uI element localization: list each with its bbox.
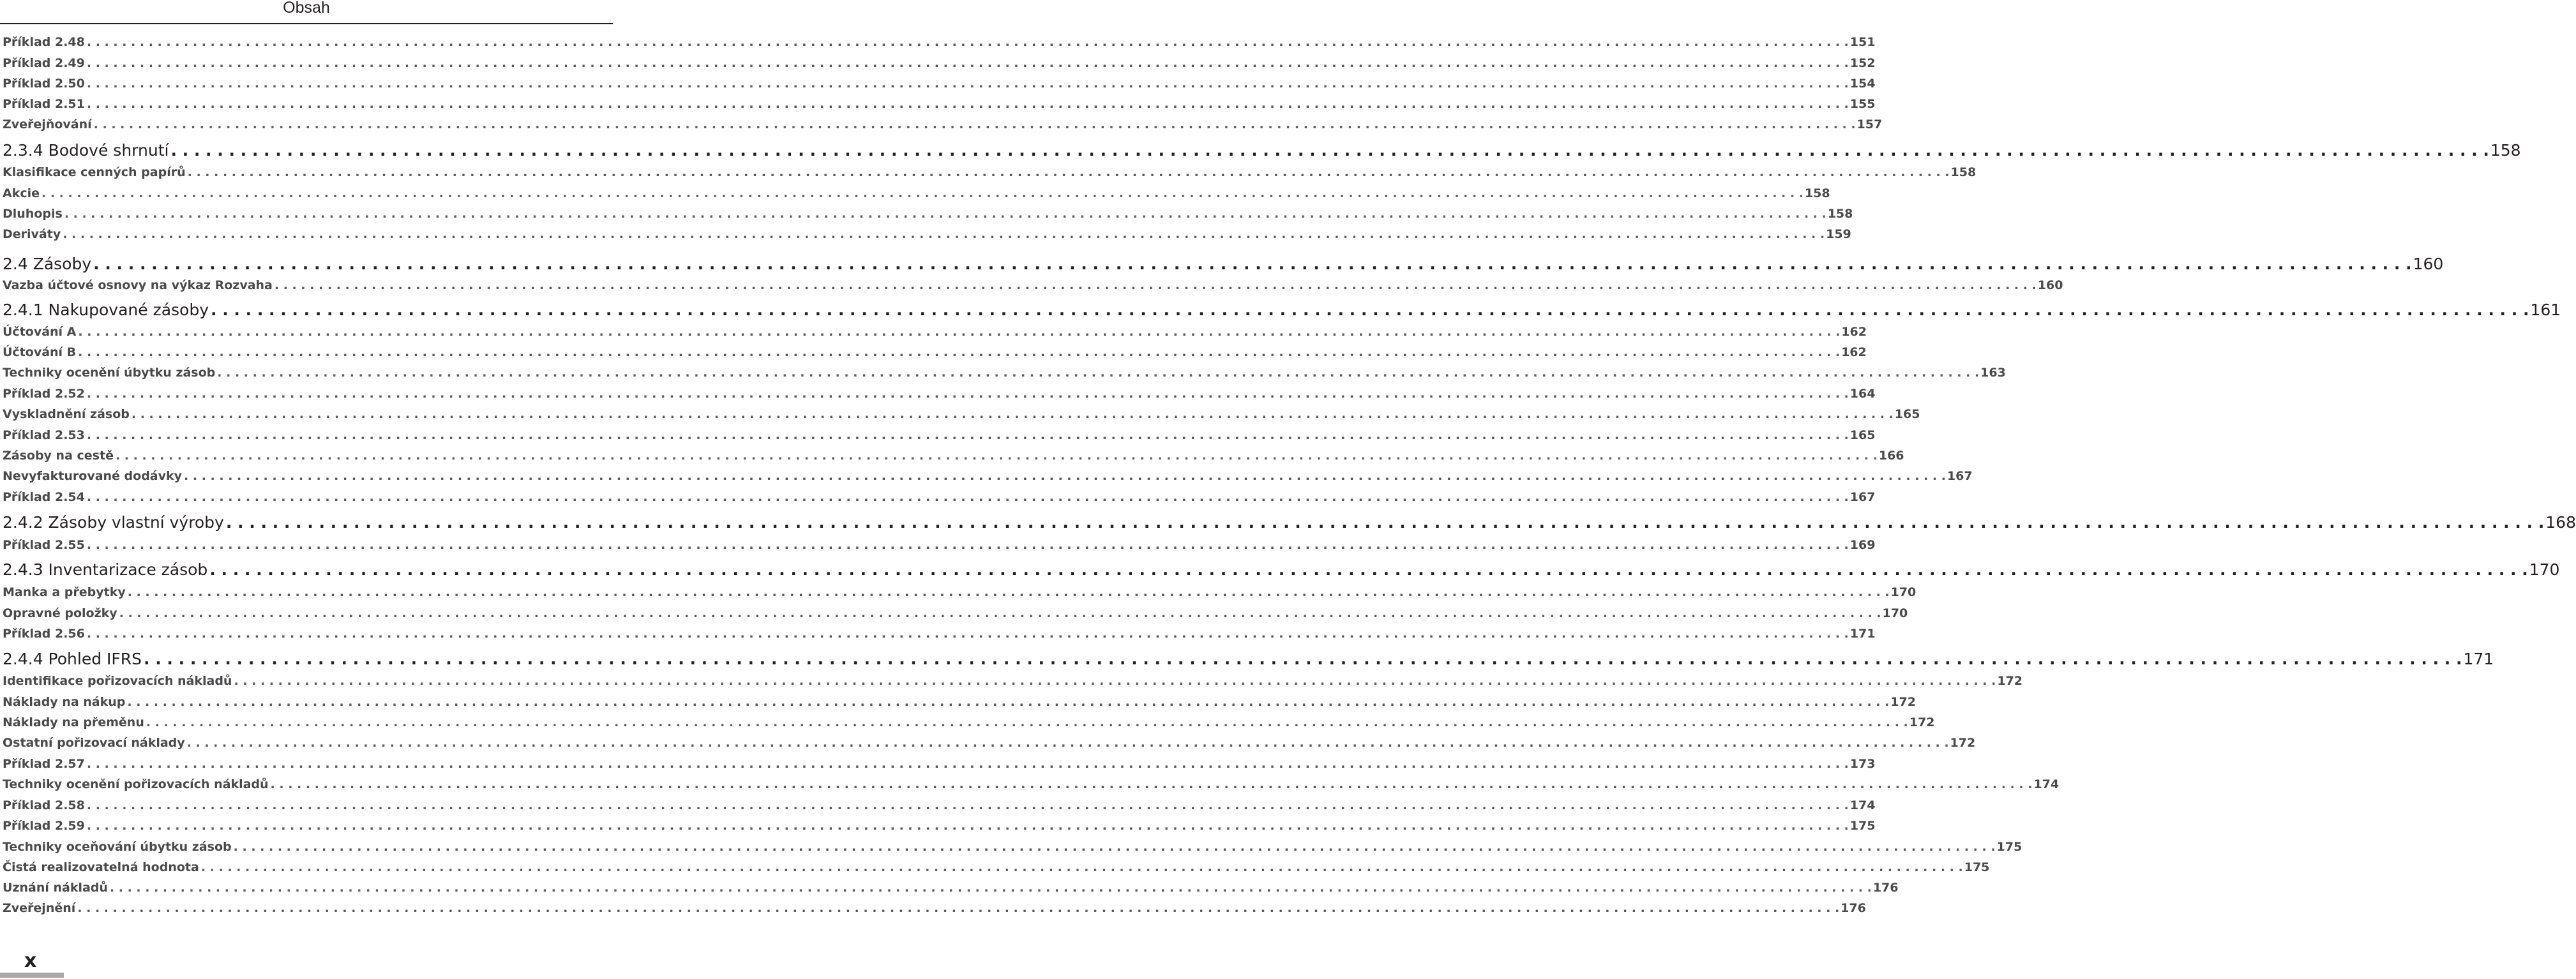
dot-leader: . . . . . . . . . . . . . . . . . . . . . . . . . . . . . . . . . . . . . . . . . . . . . . . . . . . . . . . . . . . . . . . . . . . . . . . . . . . . . . . . . . . . . . . . . . . . . . . . . . . . . . . . . . . . . . . . . . . . . . . . . . . . . . . . . . . . . . . . . . . . . . . . . . . . . . . . . . . . . . . . . . . . . . . . . . . . . . . . . . . . . . . . . . . . . . . . . . . . . . . .	[93, 255, 2412, 273]
dot-leader: . . . . . . . . . . . . . . . . . . . . . . . . . . . . . . . . . . . . . . . . . . . . . . . . . . . . . . . . . . . . . . . . . . . . . . . . . . . . . . . . . . . . . . . . . . . . . . . . . . . . . . . . . . . . . . . . . . . . . . . . . . . . . . . . . . . . . . . . . . . . . . . . . . . . . . . . . . . . . . . . . . . . . . . . . . . . . . . . . . . . . . . . . . . . . . . . . . . . . . . .	[86, 798, 1849, 812]
dot-leader: . . . . . . . . . . . . . . . . . . . . . . . . . . . . . . . . . . . . . . . . . . . . . . . . . . . . . . . . . . . . . . . . . . . . . . . . . . . . . . . . . . . . . . . . . . . . . . . . . . . . . . . . . . . . . . . . . . . . . . . . . . . . . . . . . . . . . . . . . . . . . . . . . . . . . . . . . . . . . . . . . . . . . . . . . . . . . . . . . . . . . . . . . . . . . . . . . . . . . . . .	[86, 387, 1849, 401]
dot-leader: . . . . . . . . . . . . . . . . . . . . . . . . . . . . . . . . . . . . . . . . . . . . . . . . . . . . . . . . . . . . . . . . . . . . . . . . . . . . . . . . . . . . . . . . . . . . . . . . . . . . . . . . . . . . . . . . . . . . . . . . . . . . . . . . . . . . . . . . . . . . . . . . . . . . . . . . . . . . . . . . . . . . . . . . . . . . . . . . . . . . . . . . . . . . . . . . . . . . . . . .	[86, 538, 1849, 552]
toc-entry-title: Náklady na nákup	[3, 695, 126, 709]
toc-entry-title: 2.4.2 Zásoby vlastní výroby	[3, 513, 224, 532]
toc-entry-title: Příklad 2.54	[3, 490, 85, 504]
toc-entry[interactable]	[3, 117, 1883, 134]
toc-entry-title: Příklad 2.53	[3, 428, 85, 442]
toc-entry-page: 157	[1857, 117, 1883, 131]
dot-leader: . . . . . . . . . . . . . . . . . . . . . . . . . . . . . . . . . . . . . . . . . . . . . . . . . . . . . . . . . . . . . . . . . . . . . . . . . . . . . . . . . . . . . . . . . . . . . . . . . . . . . . . . . . . . . . . . . . . . . . . . . . . . . . . . . . . . . . . . . . . . . . . . . . . . . . . . . . . . . . . . . . . . . . . . . . . . . . . . . . . . . . . . . . . . . . . . . . . . . . . .	[86, 428, 1849, 442]
dot-leader: . . . . . . . . . . . . . . . . . . . . . . . . . . . . . . . . . . . . . . . . . . . . . . . . . . . . . . . . . . . . . . . . . . . . . . . . . . . . . . . . . . . . . . . . . . . . . . . . . . . . . . . . . . . . . . . . . . . . . . . . . . . . . . . . . . . . . . . . . . . . . . . . . . . . . . . . . . . . . . . . . . . . . . . . . . . . . . . . . . . . . . . . . . . . . . . . . . . . . . . .	[78, 345, 1841, 359]
dot-leader: . . . . . . . . . . . . . . . . . . . . . . . . . . . . . . . . . . . . . . . . . . . . . . . . . . . . . . . . . . . . . . . . . . . . . . . . . . . . . . . . . . . . . . . . . . . . . . . . . . . . . . . . . . . . . . . . . . . . . . . . . . . . . . . . . . . . . . . . . . . . . . . . . . . . . . . . . . . . . . . . . . . . . . . . . . . . . . . . . . . . . . . . . . . . . . . . . . . . . . . .	[41, 186, 1804, 200]
toc-entry-page: 175	[1996, 840, 2022, 854]
toc-entry[interactable]	[3, 674, 2023, 691]
toc-entry-title: Příklad 2.55	[3, 538, 85, 552]
toc-entry-page: 170	[1890, 585, 1917, 599]
dot-leader: . . . . . . . . . . . . . . . . . . . . . . . . . . . . . . . . . . . . . . . . . . . . . . . . . . . . . . . . . . . . . . . . . . . . . . . . . . . . . . . . . . . . . . . . . . . . . . . . . . . . . . . . . . . . . . . . . . . . . . . . . . . . . . . . . . . . . . . . . . . . . . . . . . . . . . . . . . . . . . . . . . . . . . . . . . . . . . . . . . . . . . . . . . . . . . . . . . . . . . . .	[274, 278, 2037, 292]
toc-section-entry[interactable]	[3, 301, 2561, 322]
dot-leader: . . . . . . . . . . . . . . . . . . . . . . . . . . . . . . . . . . . . . . . . . . . . . . . . . . . . . . . . . . . . . . . . . . . . . . . . . . . . . . . . . . . . . . . . . . . . . . . . . . . . . . . . . . . . . . . . . . . . . . . . . . . . . . . . . . . . . . . . . . . . . . . . . . . . . . . . . . . . . . . . . . . . . . . . . . . . . . . . . . . . . . . . . . . . . . . . . . . . . . . .	[146, 715, 1908, 729]
dot-leader: . . . . . . . . . . . . . . . . . . . . . . . . . . . . . . . . . . . . . . . . . . . . . . . . . . . . . . . . . . . . . . . . . . . . . . . . . . . . . . . . . . . . . . . . . . . . . . . . . . . . . . . . . . . . . . . . . . . . . . . . . . . . . . . . . . . . . . . . . . . . . . . . . . . . . . . . . . . . . . . . . . . . . . . . . . . . . . . . . . . . . . . . . . . . . . . . . . . . . . . .	[187, 165, 1950, 179]
toc-entry-page: 161	[2530, 301, 2561, 319]
toc-entry-page: 162	[1841, 345, 1867, 359]
running-header-title: Obsah	[283, 0, 330, 17]
toc-entry[interactable]	[3, 881, 1899, 897]
toc-entry[interactable]	[3, 901, 1866, 918]
toc-entry-title: Zásoby na cestě	[3, 449, 114, 463]
toc-entry[interactable]	[3, 777, 2060, 794]
dot-leader: . . . . . . . . . . . . . . . . . . . . . . . . . . . . . . . . . . . . . . . . . . . . . . . . . . . . . . . . . . . . . . . . . . . . . . . . . . . . . . . . . . . . . . . . . . . . . . . . . . . . . . . . . . . . . . . . . . . . . . . . . . . . . . . . . . . . . . . . . . . . . . . . . . . . . . . . . . . . . . . . . . . . . . . . . . . . . . . . . . . . . . . . . . . . . . . . . . . . . . . .	[78, 325, 1841, 339]
toc-entry-title: Dluhopis	[3, 207, 63, 221]
dot-leader: . . . . . . . . . . . . . . . . . . . . . . . . . . . . . . . . . . . . . . . . . . . . . . . . . . . . . . . . . . . . . . . . . . . . . . . . . . . . . . . . . . . . . . . . . . . . . . . . . . . . . . . . . . . . . . . . . . . . . . . . . . . . . . . . . . . . . . . . . . . . . . . . . . . . . . . . . . . . . . . . . . . . . . . . . . . . . . . . . . . . . . . . . . . . . . . . . . . . . . . .	[217, 366, 1980, 380]
dot-leader: . . . . . . . . . . . . . . . . . . . . . . . . . . . . . . . . . . . . . . . . . . . . . . . . . . . . . . . . . . . . . . . . . . . . . . . . . . . . . . . . . . . . . . . . . . . . . . . . . . . . . . . . . . . . . . . . . . . . . . . . . . . . . . . . . . . . . . . . . . . . . . . . . . . . . . . . . . . . . . . . . . . . . . . . . . . . . . . . . . . . . . . . . . . . . . . . . . . . . . . .	[119, 606, 1881, 620]
toc-entry-title: 2.4.4 Pohled IFRS	[3, 650, 142, 668]
toc-entry-page: 172	[1950, 736, 1976, 750]
toc-entry-title: Identifikace pořizovacích nákladů	[3, 674, 232, 688]
dot-leader: . . . . . . . . . . . . . . . . . . . . . . . . . . . . . . . . . . . . . . . . . . . . . . . . . . . . . . . . . . . . . . . . . . . . . . . . . . . . . . . . . . . . . . . . . . . . . . . . . . . . . . . . . . . . . . . . . . . . . . . . . . . . . . . . . . . . . . . . . . . . . . . . . . . . . . . . . . . . . . . . . . . . . . . . . . . . . . . . . . . . . . . . . . . . . . . . . . . . . . . .	[109, 881, 1872, 895]
toc-entry-title: Klasifikace cenných papírů	[3, 165, 186, 179]
toc-entry-page: 159	[1826, 227, 1851, 241]
dot-leader: . . . . . . . . . . . . . . . . . . . . . . . . . . . . . . . . . . . . . . . . . . . . . . . . . . . . . . . . . . . . . . . . . . . . . . . . . . . . . . . . . . . . . . . . . . . . . . . . . . . . . . . . . . . . . . . . . . . . . . . . . . . . . . . . . . . . . . . . . . . . . . . . . . . . . . . . . . . . . . . . . . . . . . . . . . . . . . . . . . . . . . . . . . . . . . . . . . . . . . . .	[234, 674, 1996, 688]
toc-entry-page: 152	[1849, 56, 1876, 70]
toc-entry-title: Čistá realizovatelná hodnota	[3, 860, 199, 874]
toc-entry[interactable]	[3, 490, 1876, 507]
toc-entry-page: 155	[1849, 97, 1876, 111]
dot-leader: . . . . . . . . . . . . . . . . . . . . . . . . . . . . . . . . . . . . . . . . . . . . . . . . . . . . . . . . . . . . . . . . . . . . . . . . . . . . . . . . . . . . . . . . . . . . . . . . . . . . . . . . . . . . . . . . . . . . . . . . . . . . . . . . . . . . . . . . . . . . . . . . . . . . . . . . . . . . . . . . . . . . . . . . . . . . . . . . . . . . . . . . . . . . . . . . . . . . . . . .	[170, 141, 2489, 160]
toc-entry[interactable]	[3, 695, 1916, 712]
toc-entry-page: 172	[1909, 715, 1935, 729]
dot-leader: . . . . . . . . . . . . . . . . . . . . . . . . . . . . . . . . . . . . . . . . . . . . . . . . . . . . . . . . . . . . . . . . . . . . . . . . . . . . . . . . . . . . . . . . . . . . . . . . . . . . . . . . . . . . . . . . . . . . . . . . . . . . . . . . . . . . . . . . . . . . . . . . . . . . . . . . . . . . . . . . . . . . . . . . . . . . . . . . . . . . . . . . . . . . . . . . . . . . . . . .	[86, 77, 1849, 91]
toc-entry[interactable]	[3, 35, 1876, 52]
dot-leader: . . . . . . . . . . . . . . . . . . . . . . . . . . . . . . . . . . . . . . . . . . . . . . . . . . . . . . . . . . . . . . . . . . . . . . . . . . . . . . . . . . . . . . . . . . . . . . . . . . . . . . . . . . . . . . . . . . . . . . . . . . . . . . . . . . . . . . . . . . . . . . . . . . . . . . . . . . . . . . . . . . . . . . . . . . . . . . . . . . . . . . . . . . . . . . . . . . . . . . . .	[63, 227, 1825, 241]
dot-leader: . . . . . . . . . . . . . . . . . . . . . . . . . . . . . . . . . . . . . . . . . . . . . . . . . . . . . . . . . . . . . . . . . . . . . . . . . . . . . . . . . . . . . . . . . . . . . . . . . . . . . . . . . . . . . . . . . . . . . . . . . . . . . . . . . . . . . . . . . . . . . . . . . . . . . . . . . . . . . . . . . . . . . . . . . . . . . . . . . . . . . . . . . . . . . . . . . . . . . . . .	[86, 490, 1849, 504]
toc-entry-title: 2.4.1 Nakupované zásoby	[3, 301, 209, 319]
toc-entry[interactable]	[3, 819, 1876, 835]
toc-entry[interactable]	[3, 186, 1830, 203]
toc-entry-page: 169	[1849, 538, 1876, 552]
toc-entry-page: 176	[1841, 901, 1866, 915]
toc-entry-title: Příklad 2.50	[3, 77, 85, 91]
toc-entry-title: Zveřejnění	[3, 901, 76, 915]
toc-entry[interactable]	[3, 227, 1851, 244]
toc-entry-title: Příklad 2.58	[3, 798, 85, 812]
toc-entry-title: Nevyfakturované dodávky	[3, 469, 183, 483]
toc-entry-page: 154	[1849, 77, 1876, 91]
toc-entry-title: Příklad 2.51	[3, 97, 85, 111]
toc-entry-title: Techniky ocenění pořizovacích nákladů	[3, 777, 269, 791]
toc-entry-page: 167	[1947, 469, 1973, 483]
toc-entry-title: Příklad 2.52	[3, 387, 85, 401]
toc-entry-page: 171	[2463, 650, 2494, 668]
toc-entry-page: 164	[1849, 387, 1876, 401]
toc-entry[interactable]	[3, 278, 2063, 295]
toc-entry-page: 158	[1827, 207, 1853, 221]
toc-entry[interactable]	[3, 345, 1867, 362]
dot-leader: . . . . . . . . . . . . . . . . . . . . . . . . . . . . . . . . . . . . . . . . . . . . . . . . . . . . . . . . . . . . . . . . . . . . . . . . . . . . . . . . . . . . . . . . . . . . . . . . . . . . . . . . . . . . . . . . . . . . . . . . . . . . . . . . . . . . . . . . . . . . . . . . . . . . . . . . . . . . . . . . . . . . . . . . . . . . . . . . . . . . . . . . . . . . . . . . . . . . . . . .	[86, 627, 1849, 641]
toc-entry[interactable]	[3, 585, 1917, 602]
dot-leader: . . . . . . . . . . . . . . . . . . . . . . . . . . . . . . . . . . . . . . . . . . . . . . . . . . . . . . . . . . . . . . . . . . . . . . . . . . . . . . . . . . . . . . . . . . . . . . . . . . . . . . . . . . . . . . . . . . . . . . . . . . . . . . . . . . . . . . . . . . . . . . . . . . . . . . . . . . . . . . . . . . . . . . . . . . . . . . . . . . . . . . . . . . . . . . . . . . . . . . . .	[127, 585, 1890, 599]
toc-entry-page: 165	[1894, 407, 1920, 421]
toc-entry-page: 167	[1849, 490, 1876, 504]
dot-leader: . . . . . . . . . . . . . . . . . . . . . . . . . . . . . . . . . . . . . . . . . . . . . . . . . . . . . . . . . . . . . . . . . . . . . . . . . . . . . . . . . . . . . . . . . . . . . . . . . . . . . . . . . . . . . . . . . . . . . . . . . . . . . . . . . . . . . . . . . . . . . . . . . . . . . . . . . . . . . . . . . . . . . . . . . . . . . . . . . . . . . . . . . . . . . . . . . . . . . . . .	[93, 117, 1856, 131]
toc-entry-page: 158	[2490, 141, 2521, 160]
toc-entry-page: 173	[1849, 757, 1876, 771]
toc-entry-title: Vazba účtové osnovy na výkaz Rozvaha	[3, 278, 273, 292]
toc-entry-title: Příklad 2.48	[3, 35, 85, 49]
toc-entry-page: 171	[1849, 627, 1876, 641]
dot-leader: . . . . . . . . . . . . . . . . . . . . . . . . . . . . . . . . . . . . . . . . . . . . . . . . . . . . . . . . . . . . . . . . . . . . . . . . . . . . . . . . . . . . . . . . . . . . . . . . . . . . . . . . . . . . . . . . . . . . . . . . . . . . . . . . . . . . . . . . . . . . . . . . . . . . . . . . . . . . . . . . . . . . . . . . . . . . . . . . . . . . . . . . . . . . . . . . . . . . . . . .	[86, 819, 1849, 833]
toc-entry[interactable]	[3, 469, 1973, 486]
toc-entry-title: Příklad 2.57	[3, 757, 85, 771]
toc-entry[interactable]	[3, 736, 1976, 752]
toc-entry-title: Uznání nákladů	[3, 881, 108, 895]
toc-entry-page: 160	[2413, 255, 2444, 273]
toc-entry-title: Příklad 2.49	[3, 56, 85, 70]
toc-entry-page: 175	[1849, 819, 1876, 833]
toc-entry[interactable]	[3, 77, 1876, 93]
dot-leader: . . . . . . . . . . . . . . . . . . . . . . . . . . . . . . . . . . . . . . . . . . . . . . . . . . . . . . . . . . . . . . . . . . . . . . . . . . . . . . . . . . . . . . . . . . . . . . . . . . . . . . . . . . . . . . . . . . . . . . . . . . . . . . . . . . . . . . . . . . . . . . . . . . . . . . . . . . . . . . . . . . . . . . . . . . . . . . . . . . . . . . . . . . . . . . . . . . . . . . . .	[127, 695, 1890, 709]
toc-entry[interactable]	[3, 840, 2022, 856]
toc-entry-title: Techniky ocenění úbytku zásob	[3, 366, 216, 380]
toc-entry[interactable]	[3, 56, 1876, 73]
dot-leader: . . . . . . . . . . . . . . . . . . . . . . . . . . . . . . . . . . . . . . . . . . . . . . . . . . . . . . . . . . . . . . . . . . . . . . . . . . . . . . . . . . . . . . . . . . . . . . . . . . . . . . . . . . . . . . . . . . . . . . . . . . . . . . . . . . . . . . . . . . . . . . . . . . . . . . . . . . . . . . . . . . . . . . . . . . . . . . . . . . . . . . . . . . . . . . . . . . . . . . . .	[115, 449, 1878, 463]
toc-entry-page: 172	[1890, 695, 1916, 709]
dot-leader: . . . . . . . . . . . . . . . . . . . . . . . . . . . . . . . . . . . . . . . . . . . . . . . . . . . . . . . . . . . . . . . . . . . . . . . . . . . . . . . . . . . . . . . . . . . . . . . . . . . . . . . . . . . . . . . . . . . . . . . . . . . . . . . . . . . . . . . . . . . . . . . . . . . . . . . . . . . . . . . . . . . . . . . . . . . . . . . . . . . . . . . . . . . . . . . . . . . . . . . .	[77, 901, 1840, 915]
dot-leader: . . . . . . . . . . . . . . . . . . . . . . . . . . . . . . . . . . . . . . . . . . . . . . . . . . . . . . . . . . . . . . . . . . . . . . . . . . . . . . . . . . . . . . . . . . . . . . . . . . . . . . . . . . . . . . . . . . . . . . . . . . . . . . . . . . . . . . . . . . . . . . . . . . . . . . . . . . . . . . . . . . . . . . . . . . . . . . . . . . . . . . . . . . . . . . . . . . . . . . . .	[86, 97, 1849, 111]
dot-leader: . . . . . . . . . . . . . . . . . . . . . . . . . . . . . . . . . . . . . . . . . . . . . . . . . . . . . . . . . . . . . . . . . . . . . . . . . . . . . . . . . . . . . . . . . . . . . . . . . . . . . . . . . . . . . . . . . . . . . . . . . . . . . . . . . . . . . . . . . . . . . . . . . . . . . . . . . . . . . . . . . . . . . . . . . . . . . . . . . . . . . . . . . . . . . . . . . . . . . . . .	[86, 56, 1849, 70]
dot-leader: . . . . . . . . . . . . . . . . . . . . . . . . . . . . . . . . . . . . . . . . . . . . . . . . . . . . . . . . . . . . . . . . . . . . . . . . . . . . . . . . . . . . . . . . . . . . . . . . . . . . . . . . . . . . . . . . . . . . . . . . . . . . . . . . . . . . . . . . . . . . . . . . . . . . . . . . . . . . . . . . . . . . . . . . . . . . . . . . . . . . . . . . . . . . . . . . . . . . . . . .	[200, 860, 1963, 874]
toc-entry-title: 2.4 Zásoby	[3, 255, 92, 273]
header-rule	[0, 23, 613, 24]
toc-entry[interactable]	[3, 97, 1876, 114]
toc-entry[interactable]	[3, 860, 1990, 877]
toc-entry-page: 163	[1980, 366, 2006, 380]
dot-leader: . . . . . . . . . . . . . . . . . . . . . . . . . . . . . . . . . . . . . . . . . . . . . . . . . . . . . . . . . . . . . . . . . . . . . . . . . . . . . . . . . . . . . . . . . . . . . . . . . . . . . . . . . . . . . . . . . . . . . . . . . . . . . . . . . . . . . . . . . . . . . . . . . . . . . . . . . . . . . . . . . . . . . . . . . . . . . . . . . . . . . . . . . . . . . . . . . . . . . . . .	[184, 469, 1946, 483]
toc-entry-title: Deriváty	[3, 227, 61, 241]
toc-entry-title: Techniky oceňování úbytku zásob	[3, 840, 232, 854]
toc-entry-title: Příklad 2.59	[3, 819, 85, 833]
toc-entry-page: 166	[1878, 449, 1904, 463]
toc-entry[interactable]	[3, 207, 1853, 223]
dot-leader: . . . . . . . . . . . . . . . . . . . . . . . . . . . . . . . . . . . . . . . . . . . . . . . . . . . . . . . . . . . . . . . . . . . . . . . . . . . . . . . . . . . . . . . . . . . . . . . . . . . . . . . . . . . . . . . . . . . . . . . . . . . . . . . . . . . . . . . . . . . . . . . . . . . . . . . . . . . . . . . . . . . . . . . . . . . . . . . . . . . . . . . . . . . . . . . . . . . . . . . .	[209, 560, 2528, 579]
toc-entry[interactable]	[3, 366, 2006, 382]
toc-entry-page: 158	[1950, 165, 1977, 179]
toc-entry-page: 174	[2033, 777, 2060, 791]
toc-entry-page: 174	[1849, 798, 1876, 812]
toc-entry-title: Účtování B	[3, 345, 77, 359]
toc-entry-title: 2.4.3 Inventarizace zásob	[3, 560, 208, 579]
dot-leader: . . . . . . . . . . . . . . . . . . . . . . . . . . . . . . . . . . . . . . . . . . . . . . . . . . . . . . . . . . . . . . . . . . . . . . . . . . . . . . . . . . . . . . . . . . . . . . . . . . . . . . . . . . . . . . . . . . . . . . . . . . . . . . . . . . . . . . . . . . . . . . . . . . . . . . . . . . . . . . . . . . . . . . . . . . . . . . . . . . . . . . . . . . . . . . . . . . . . . . . .	[144, 650, 2462, 668]
toc-entry-page: 160	[2037, 278, 2063, 292]
toc-entry-title: Manka a přebytky	[3, 585, 126, 599]
toc-entry-page: 162	[1841, 325, 1867, 339]
toc-entry-page: 165	[1849, 428, 1876, 442]
toc-entry[interactable]	[3, 538, 1876, 555]
toc-entry[interactable]	[3, 627, 1876, 643]
toc-entry[interactable]	[3, 325, 1867, 341]
dot-leader: . . . . . . . . . . . . . . . . . . . . . . . . . . . . . . . . . . . . . . . . . . . . . . . . . . . . . . . . . . . . . . . . . . . . . . . . . . . . . . . . . . . . . . . . . . . . . . . . . . . . . . . . . . . . . . . . . . . . . . . . . . . . . . . . . . . . . . . . . . . . . . . . . . . . . . . . . . . . . . . . . . . . . . . . . . . . . . . . . . . . . . . . . . . . . . . . . . . . . . . .	[86, 35, 1849, 49]
dot-leader: . . . . . . . . . . . . . . . . . . . . . . . . . . . . . . . . . . . . . . . . . . . . . . . . . . . . . . . . . . . . . . . . . . . . . . . . . . . . . . . . . . . . . . . . . . . . . . . . . . . . . . . . . . . . . . . . . . . . . . . . . . . . . . . . . . . . . . . . . . . . . . . . . . . . . . . . . . . . . . . . . . . . . . . . . . . . . . . . . . . . . . . . . . . . . . . . . . . . . . . .	[211, 301, 2529, 319]
toc-entry-title: Ostatní pořizovací náklady	[3, 736, 185, 750]
toc-entry-page: 170	[1882, 606, 1908, 620]
toc-section-entry[interactable]	[3, 650, 2494, 671]
toc-entry[interactable]	[3, 449, 1904, 465]
toc-entry-title: Účtování A	[3, 325, 77, 339]
dot-leader: . . . . . . . . . . . . . . . . . . . . . . . . . . . . . . . . . . . . . . . . . . . . . . . . . . . . . . . . . . . . . . . . . . . . . . . . . . . . . . . . . . . . . . . . . . . . . . . . . . . . . . . . . . . . . . . . . . . . . . . . . . . . . . . . . . . . . . . . . . . . . . . . . . . . . . . . . . . . . . . . . . . . . . . . . . . . . . . . . . . . . . . . . . . . . . . . . . . . . . . .	[131, 407, 1894, 421]
toc-section-entry[interactable]	[3, 560, 2560, 582]
toc-entry-page: 170	[2529, 560, 2560, 579]
toc-entry[interactable]	[3, 606, 1908, 623]
toc-entry[interactable]	[3, 715, 1935, 732]
dot-leader: . . . . . . . . . . . . . . . . . . . . . . . . . . . . . . . . . . . . . . . . . . . . . . . . . . . . . . . . . . . . . . . . . . . . . . . . . . . . . . . . . . . . . . . . . . . . . . . . . . . . . . . . . . . . . . . . . . . . . . . . . . . . . . . . . . . . . . . . . . . . . . . . . . . . . . . . . . . . . . . . . . . . . . . . . . . . . . . . . . . . . . . . . . . . . . . . . . . . . . . .	[64, 207, 1827, 221]
toc-section-entry[interactable]	[3, 255, 2444, 276]
toc-entry-title: 2.3.4 Bodové shrnutí	[3, 141, 169, 160]
toc-entry[interactable]	[3, 165, 1977, 182]
toc-entry[interactable]	[3, 757, 1876, 773]
footer-bar	[0, 973, 64, 978]
toc-entry-title: Příklad 2.56	[3, 627, 85, 641]
toc-entry-page: 176	[1872, 881, 1899, 895]
dot-leader: . . . . . . . . . . . . . . . . . . . . . . . . . . . . . . . . . . . . . . . . . . . . . . . . . . . . . . . . . . . . . . . . . . . . . . . . . . . . . . . . . . . . . . . . . . . . . . . . . . . . . . . . . . . . . . . . . . . . . . . . . . . . . . . . . . . . . . . . . . . . . . . . . . . . . . . . . . . . . . . . . . . . . . . . . . . . . . . . . . . . . . . . . . . . . . . . . . . . . . . .	[225, 513, 2545, 532]
toc-section-entry[interactable]	[3, 513, 2576, 535]
toc-entry-page: 158	[1804, 186, 1830, 200]
toc-entry-title: Vyskladnění zásob	[3, 407, 130, 421]
toc-entry-title: Akcie	[3, 186, 40, 200]
toc-entry-title: Náklady na přeměnu	[3, 715, 144, 729]
dot-leader: . . . . . . . . . . . . . . . . . . . . . . . . . . . . . . . . . . . . . . . . . . . . . . . . . . . . . . . . . . . . . . . . . . . . . . . . . . . . . . . . . . . . . . . . . . . . . . . . . . . . . . . . . . . . . . . . . . . . . . . . . . . . . . . . . . . . . . . . . . . . . . . . . . . . . . . . . . . . . . . . . . . . . . . . . . . . . . . . . . . . . . . . . . . . . . . . . . . . . . . .	[233, 840, 1996, 854]
toc-entry[interactable]	[3, 407, 1920, 424]
toc-entry-page: 168	[2545, 513, 2576, 532]
toc-entry-page: 172	[1997, 674, 2023, 688]
dot-leader: . . . . . . . . . . . . . . . . . . . . . . . . . . . . . . . . . . . . . . . . . . . . . . . . . . . . . . . . . . . . . . . . . . . . . . . . . . . . . . . . . . . . . . . . . . . . . . . . . . . . . . . . . . . . . . . . . . . . . . . . . . . . . . . . . . . . . . . . . . . . . . . . . . . . . . . . . . . . . . . . . . . . . . . . . . . . . . . . . . . . . . . . . . . . . . . . . . . . . . . .	[270, 777, 2033, 791]
toc-entry[interactable]	[3, 798, 1876, 815]
toc-section-entry[interactable]	[3, 141, 2521, 163]
dot-leader: . . . . . . . . . . . . . . . . . . . . . . . . . . . . . . . . . . . . . . . . . . . . . . . . . . . . . . . . . . . . . . . . . . . . . . . . . . . . . . . . . . . . . . . . . . . . . . . . . . . . . . . . . . . . . . . . . . . . . . . . . . . . . . . . . . . . . . . . . . . . . . . . . . . . . . . . . . . . . . . . . . . . . . . . . . . . . . . . . . . . . . . . . . . . . . . . . . . . . . . .	[186, 736, 1949, 750]
toc-entry-title: Opravné položky	[3, 606, 117, 620]
toc-entry-page: 151	[1849, 35, 1876, 49]
dot-leader: . . . . . . . . . . . . . . . . . . . . . . . . . . . . . . . . . . . . . . . . . . . . . . . . . . . . . . . . . . . . . . . . . . . . . . . . . . . . . . . . . . . . . . . . . . . . . . . . . . . . . . . . . . . . . . . . . . . . . . . . . . . . . . . . . . . . . . . . . . . . . . . . . . . . . . . . . . . . . . . . . . . . . . . . . . . . . . . . . . . . . . . . . . . . . . . . . . . . . . . .	[86, 757, 1849, 771]
page-number: x	[24, 950, 37, 972]
toc-entry[interactable]	[3, 428, 1876, 445]
toc-entry-title: Zveřejňování	[3, 117, 92, 131]
toc-entry-page: 175	[1964, 860, 1990, 874]
toc-entry[interactable]	[3, 387, 1876, 403]
